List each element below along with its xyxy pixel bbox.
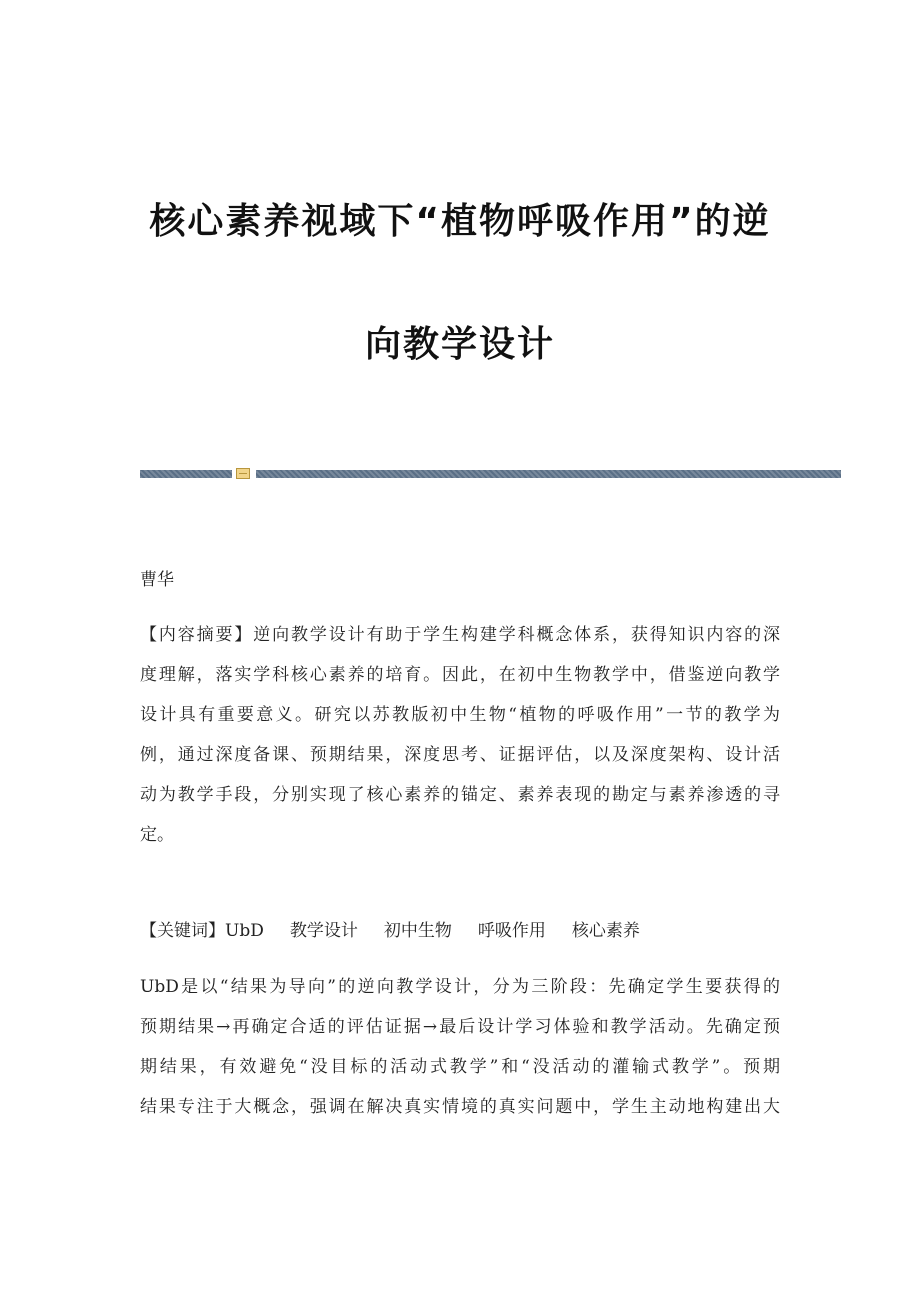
abstract-line: 例，通过深度备课、预期结果，深度思考、证据评估，以及深度架构、设计活 [140, 745, 780, 765]
keyword: 核心素养 [571, 921, 640, 941]
keyword: UbD [225, 921, 264, 941]
body-line: 预期结果→再确定合适的评估证据→最后设计学习体验和教学活动。先确定预 [140, 1017, 780, 1037]
abstract-line: 定。 [140, 825, 174, 845]
body-paragraph [140, 967, 780, 1127]
keyword: 呼吸作用 [477, 921, 546, 941]
page-title-line-1: 核心素养视域下“植物呼吸作用”的逆 [149, 201, 771, 242]
envelope-icon [236, 468, 250, 479]
keywords-label: 【关键词】 [140, 921, 225, 941]
body-line: 结果专注于大概念，强调在解决真实情境的真实问题中，学生主动地构建出大 [140, 1097, 780, 1117]
abstract-line: 【内容摘要】逆向教学设计有助于学生构建学科概念体系，获得知识内容的深 [140, 625, 780, 645]
title-divider-left [140, 470, 232, 478]
title-divider-right [256, 470, 841, 478]
page-title-line-2: 向教学设计 [364, 324, 555, 365]
keyword: 教学设计 [289, 921, 358, 941]
keyword: 初中生物 [383, 921, 452, 941]
abstract-line: 设计具有重要意义。研究以苏教版初中生物“植物的呼吸作用”一节的教学为 [140, 705, 780, 725]
keywords-line [140, 911, 780, 951]
body-line: 期结果，有效避免“没目标的活动式教学”和“没活动的灌输式教学”。预期 [140, 1057, 780, 1077]
abstract-line: 动为教学手段，分别实现了核心素养的锚定、素养表现的勘定与素养渗透的寻 [140, 785, 780, 805]
abstract-line: 度理解，落实学科核心素养的培育。因此，在初中生物教学中，借鉴逆向教学 [140, 665, 780, 685]
body-line: UbD是以“结果为导向”的逆向教学设计，分为三阶段：先确定学生要获得的 [140, 977, 780, 997]
abstract-paragraph [140, 615, 780, 855]
author-name: 曹华 [140, 570, 174, 590]
